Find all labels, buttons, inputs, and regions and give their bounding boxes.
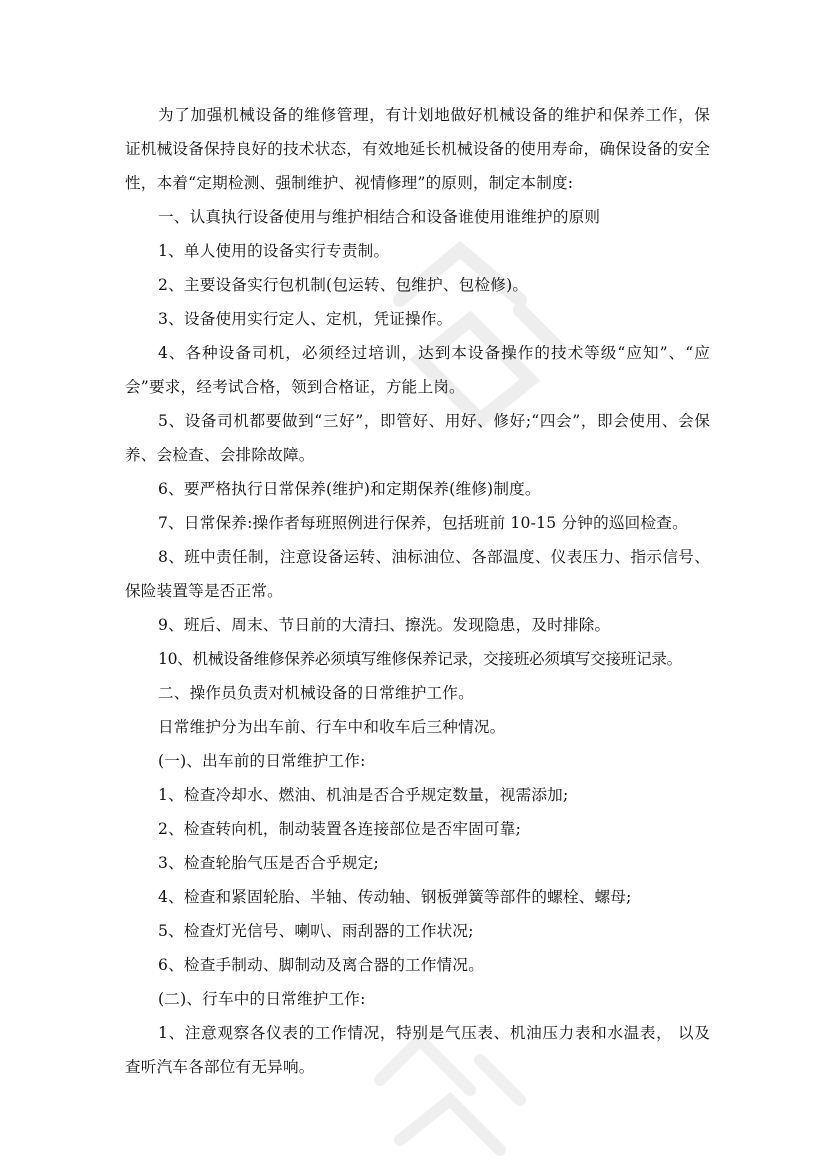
list-item: 2、主要设备实行包机制(包运转、包维护、包检修)。 [158,276,529,294]
intro-paragraph: 为了加强机械设备的维修管理，有计划地做好机械设备的维护和保养工作，保证机械设备保持良好的技术状态，有效地延长机械设备的使用寿命，确保设备的安全性，本着“定期检测、强制维护、视情修理”的原则，制定本制度: [125,106,710,192]
list-item: 5、设备司机都要做到“三好”，即管好、用好、修好;“四会”，即会使用、会保养、会检查、会排除故障。 [125,412,710,464]
list-item: 4、各种设备司机，必须经过培训，达到本设备操作的技术等级“应知”、“应会”要求，经考试合格，领到合格证，方能上岗。 [125,344,710,396]
list-item: 3、设备使用实行定人、定机，凭证操作。 [158,310,453,328]
list-item: 10、机械设备维修保养必须填写维修保养记录，交接班必须填写交接班记录。 [158,650,682,668]
list-item: 5、检查灯光信号、喇叭、雨刮器的工作状况; [158,922,474,940]
list-item: 1、注意观察各仪表的工作情况，特别是气压表、机油压力表和水温表， 以及查听汽车各部位有无异响。 [125,1024,710,1076]
list-item: 6、要严格执行日常保养(维护)和定期保养(维修)制度。 [158,480,541,498]
subsection-heading-1: (一)、出车前的日常维护工作: [158,752,366,770]
section-heading-1: 一、认真执行设备使用与维护相结合和设备谁使用谁维护的原则 [158,208,601,226]
list-item: 1、单人使用的设备实行专责制。 [158,242,390,260]
document-body [125,98,710,1084]
list-item: 8、班中责任制，注意设备运转、油标油位、各部温度、仪表压力、指示信号、保险装置等是否正常。 [125,548,710,600]
list-item: 2、检查转向机，制动装置各连接部位是否牢固可靠; [158,820,522,838]
list-item: 6、检查手制动、脚制动及离合器的工作情况。 [158,956,484,974]
list-item: 3、检查轮胎气压是否合乎规定; [158,854,379,872]
list-item: 9、班后、周末、节日前的大清扫、擦洗。发现隐患，及时排除。 [158,616,611,634]
subsection-heading-2: (二)、行车中的日常维护工作: [158,990,366,1008]
list-item: 7、日常保养:操作者每班照例进行保养，包括班前 10-15 分钟的巡回检查。 [158,514,688,532]
section-heading-2: 二、操作员负责对机械设备的日常维护工作。 [158,684,474,702]
paragraph: 日常维护分为出车前、行车中和收车后三种情况。 [158,718,506,736]
list-item: 4、检查和紧固轮胎、半轴、传动轴、钢板弹簧等部件的螺栓、螺母; [158,888,632,906]
list-item: 1、检查冷却水、燃油、机油是否合乎规定数量，视需添加; [158,786,569,804]
